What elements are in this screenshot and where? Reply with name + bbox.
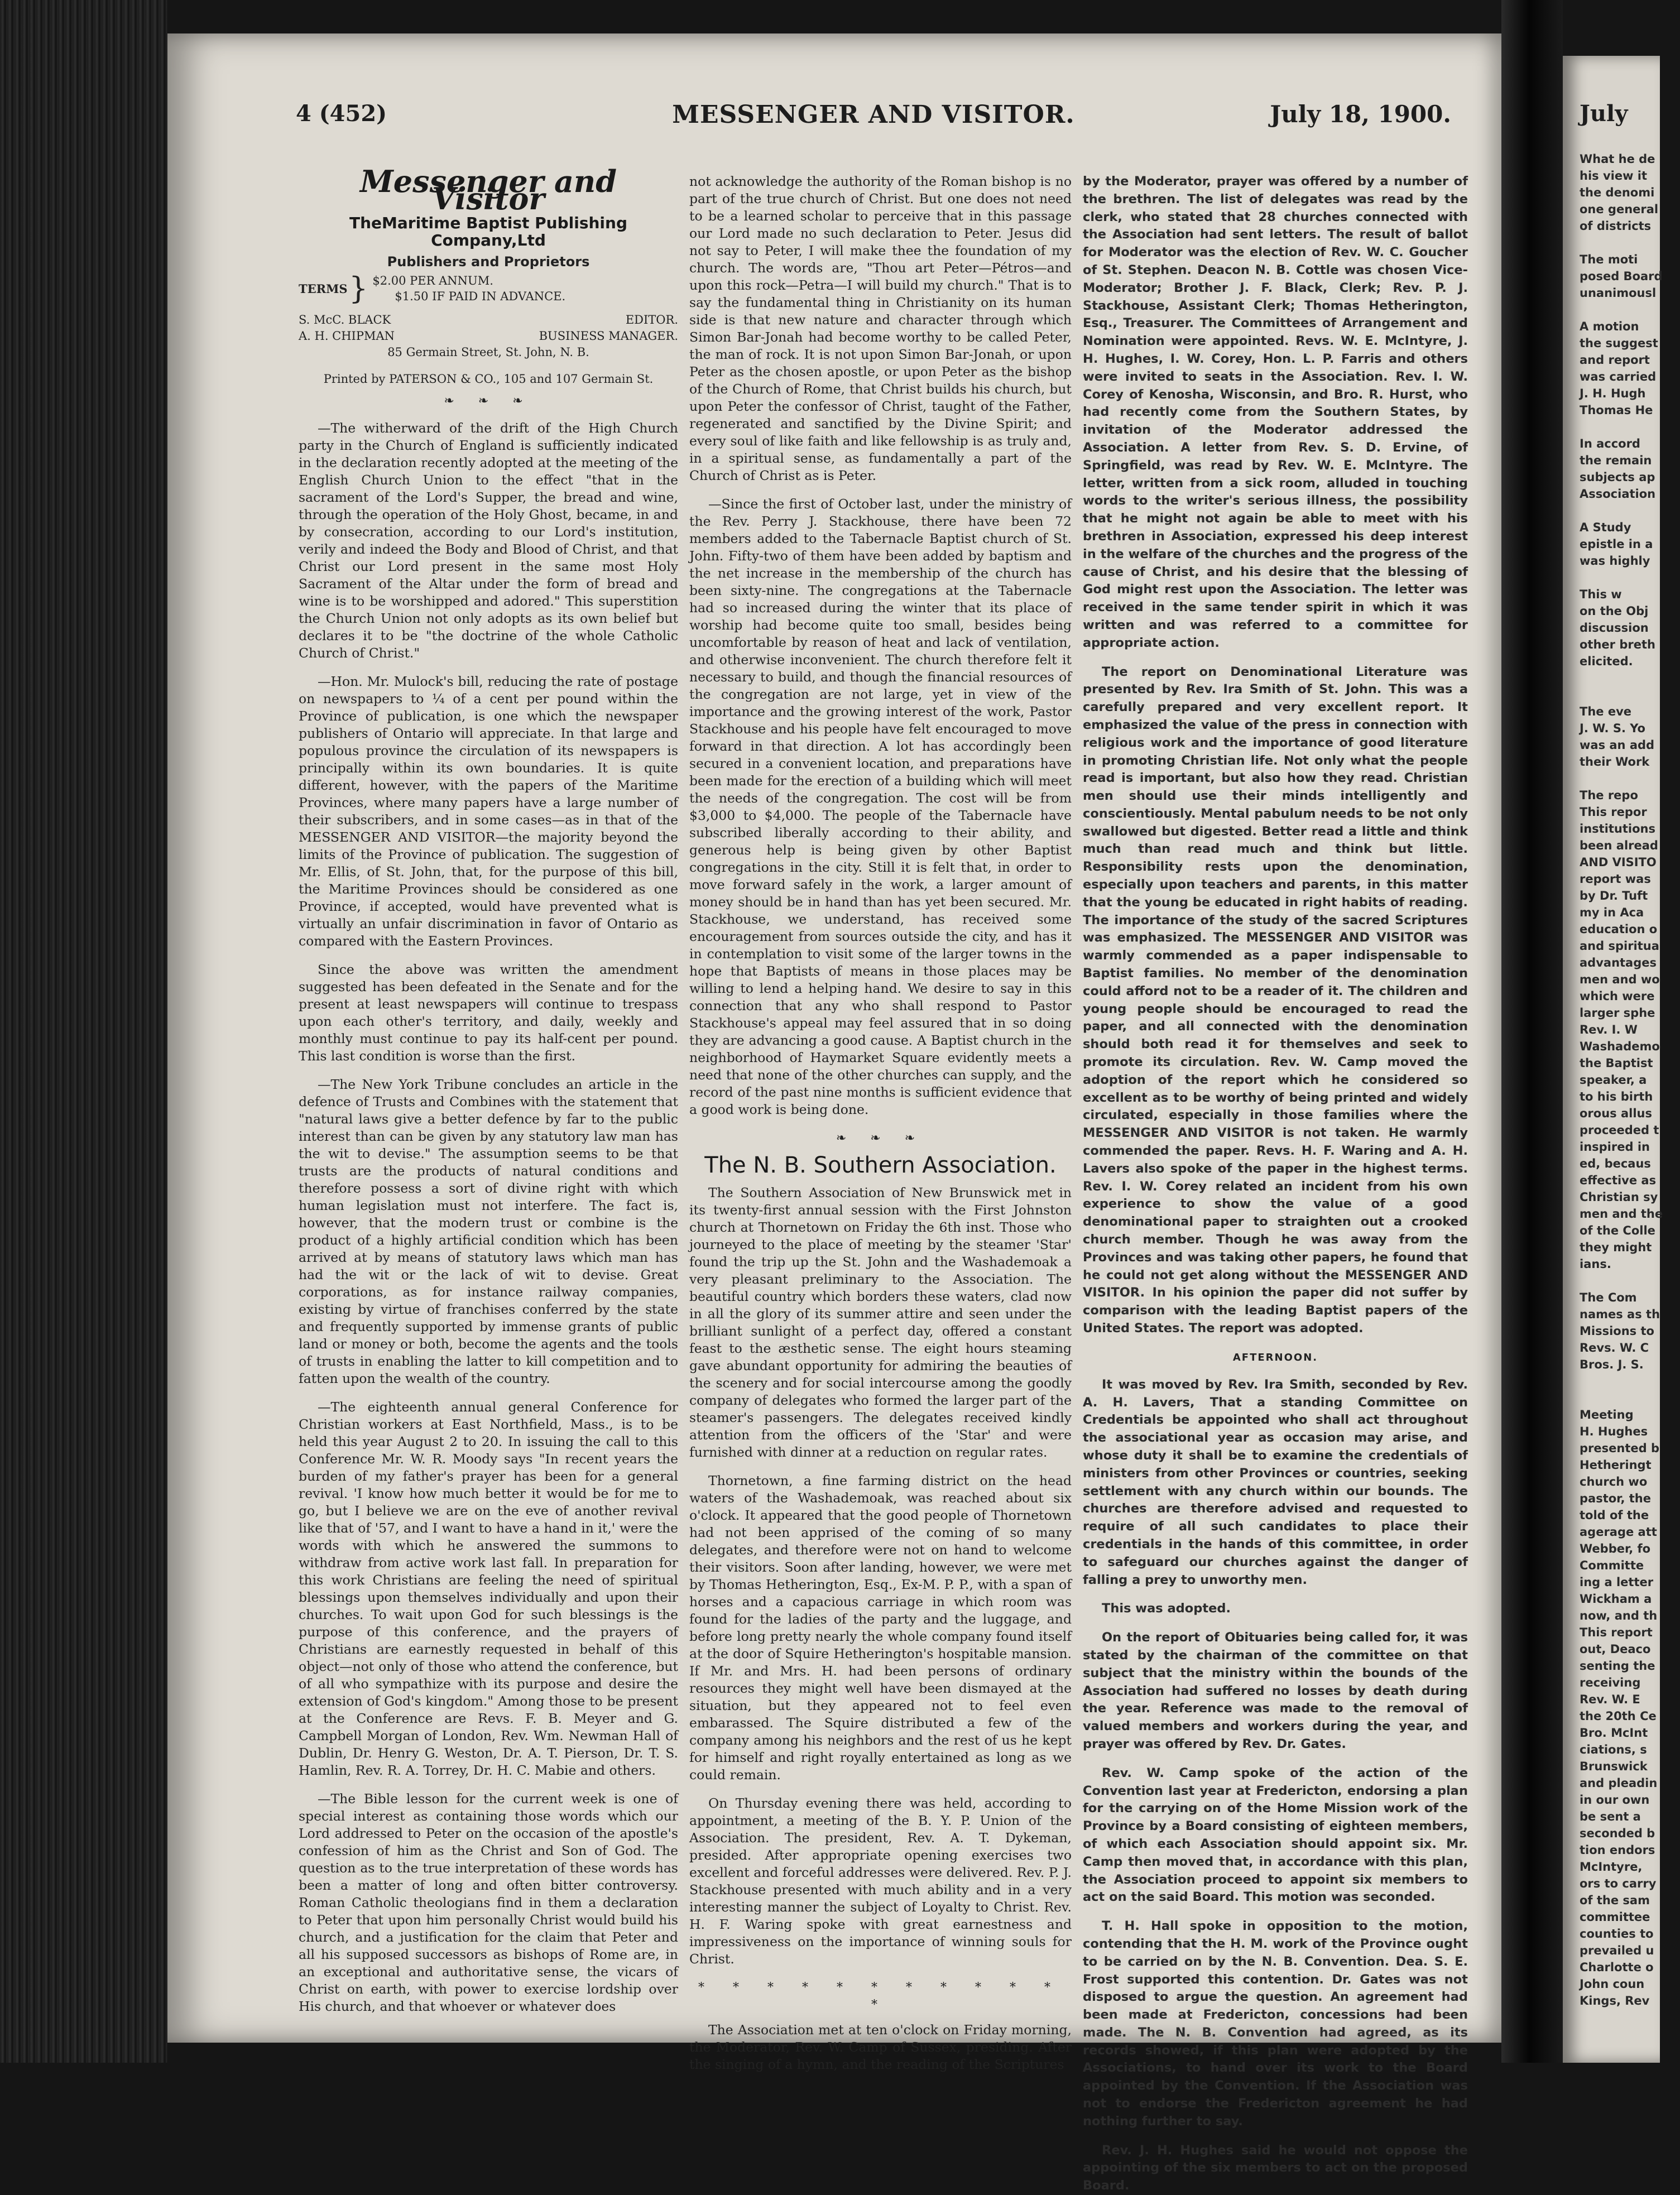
adjacent-page-line: names as th <box>1580 1308 1660 1321</box>
adjacent-page-line: ed, becaus <box>1580 1157 1651 1170</box>
adjacent-page-line: posed Board <box>1580 270 1663 283</box>
article-paragraph: —The eighteenth annual general Conference for Christian workers at East Northfield, Mass., is to be held this year August 2 to 20. In issuing the call to this Conference Mr. W. R. Moody says "In recent years the burden of my father's prayer has been for a general revival. 'I know how much better it would be for me to go, but I believe we are on the eve of another revival like that of '57, and I want to have a hand in it,' were the words with which he answered the summons to withdraw from active work last fall. In preparation for this work Christians are feeling the need of spiritual blessings upon themselves individually and upon their churches. To wait upon God for such blessings is the purpose of this conference, and the prayers of Christians are earnestly requested in behalf of this object—not only of those who attend the conference, but of all who sympathize with its purpose and desire the extension of God's kingdom." Among those to be present at the Conference are Revs. F. B. Meyer and G. Campbell Morgan of London, Rev. Wm. Newman Hall of Dublin, Dr. Henry G. Weston, Dr. A. T. Pierson, Dr. T. S. Hamlin, Rev. R. A. Torrey, Dr. H. C. Mabie and others. <box>299 1399 678 1778</box>
afternoon-subheading: AFTERNOON. <box>1232 1351 1318 1363</box>
adjacent-page-line: unanimousl <box>1580 286 1657 300</box>
adjacent-page-line: speaker, a <box>1580 1073 1647 1087</box>
adjacent-page-line: told of the <box>1580 1509 1649 1522</box>
adjacent-page-line: receiving <box>1580 1676 1641 1689</box>
article-paragraph: This was adopted. <box>1102 1601 1231 1616</box>
adjacent-page-line: education o <box>1580 923 1658 936</box>
column-2 <box>689 173 1072 2072</box>
adjacent-page-line: church wo <box>1580 1475 1648 1488</box>
adjacent-page-header: July <box>1580 100 1628 127</box>
terms-label: TERMS <box>299 281 348 296</box>
page-number: 4 (452) <box>296 100 387 127</box>
article-paragraph: not acknowledge the authority of the Roman bishop is no part of the true church of Christ. But one does not need to be a learned scholar to perceive that in this passage our Lord made no such declaration to Peter. Jesus did not say to Peter, I will make thee the foundation of my church. The words are, "Thou art Peter—Pétros—and upon this rock—Petra—I will build my church." That is to say the fundamental thing in Christianity on its human side is that new nature and character through which Simon Bar-Jonah had become worthy to be called Peter, the man of rock. It is not upon Simon Bar-Jonah, or upon Peter as the chosen apostle, or upon Peter as the bishop of the Church of Rome, that Christ builds his church, but upon Peter the confessor of Christ, taught of the Father, regenerated and sanctified by the Divine Spirit; and every soul of like faith and like fellowship is as truly and, in a spiritual sense, as fundamentally a part of the Church of Christ as is Peter. <box>689 174 1072 483</box>
adjacent-page-line: other breth <box>1580 638 1655 651</box>
adjacent-page-line: Meeting <box>1580 1408 1634 1421</box>
adjacent-page-line: J. H. Hugh <box>1580 387 1646 400</box>
article-paragraph: T. H. Hall spoke in opposition to the motion, contending that the H. M. work of the Province ought to be carried on by the N. B. Convention. Dea. S. E. Frost supported this contention. Dr. Gates was not disposed to argue the question. An agreement had been made at Fredericton, concessions had been made. The N. B. Convention had agreed, as its records showed, if this plan were adopted by the Associations, to hand over its work to the Board appointed by the Convention. If the Association was not to endorse the Fredericton agreement he had nothing further to say. <box>1083 1919 1468 2129</box>
adjacent-page-line: their Work <box>1580 755 1650 769</box>
adjacent-page-line <box>1580 770 1680 787</box>
adjacent-page-line: Washademo <box>1580 1040 1660 1053</box>
adjacent-page-line: the Baptist <box>1580 1056 1653 1070</box>
adjacent-page-line: subjects ap <box>1580 470 1655 484</box>
article-paragraph: The Association met at ten o'clock on Friday morning, the Moderator, Rev. W. Camp of Sussex, presiding. After the singing of a hymn, and the reading of the Scriptures <box>689 2022 1072 2072</box>
manager-name: A. H. CHIPMAN <box>299 329 395 343</box>
adjacent-page-line: be sent a <box>1580 1810 1641 1823</box>
adjacent-page-line: larger sphe <box>1580 1006 1655 1020</box>
adjacent-page-line: counties to <box>1580 1927 1654 1941</box>
article-paragraph: —The witherward of the drift of the High Church party in the Church of England is sufficiently indicated in the declaration recently adopted at the meeting of the English Church Union to the effect "that in the sacrament of the Lord's Supper, the bread and wine, through the operation of the Holy Ghost, became, in and by consecration, according to our Lord's institution, verily and indeed the Body and Blood of Christ, and that Christ our Lord present in the same most Holy Sacrament of the Altar under the form of bread and wine is to be worshipped and adored." This superstition the Church Union not only adopts as its own belief but declares it to be "the doctrine of the whole Catholic Church of Christ." <box>299 420 678 661</box>
adjacent-page-line: was highly <box>1580 554 1650 568</box>
article-paragraph: It was moved by Rev. Ira Smith, seconded by Rev. A. H. Lavers, That a standing Committee on Credentials be appointed who shall act throughout the associational year as occasion may arise, and whose duty it shall be to examine the credentials of ministers from other Provinces or countries, seeking settlement with any church within our bounds. The churches are therefore advised and requested to require of all such candidates to place their credentials in the hands of this committee, in order to safeguard our churches against the danger of falling a prey to unworthy men. <box>1083 1377 1468 1587</box>
section-heading: The N. B. Southern Association. <box>704 1152 1057 1178</box>
adjacent-page-line: inspired in <box>1580 1140 1650 1154</box>
article-paragraph: Since the above was written the amendment suggested has been defeated in the Senate and for the present at least newspapers will continue to trespass upon each other's territory, and daily, weekly and monthly must continue to pay its half-cent per pound. This last condition is worse than the first. <box>299 962 678 1064</box>
column-1 <box>299 164 678 2014</box>
adjacent-page-fragment <box>1563 56 1663 2063</box>
adjacent-page-line <box>1580 419 1680 435</box>
adjacent-page-line: ciations, s <box>1580 1743 1647 1756</box>
terms-advance: $1.50 IF PAID IN ADVANCE. <box>395 290 566 303</box>
adjacent-page-line: the denomi <box>1580 186 1655 199</box>
adjacent-page-line: men and wo <box>1580 973 1660 986</box>
article-paragraph: On the report of Obituaries being called for, it was stated by the chairman of the committee on that subject that the ministry within the bounds of the Association had suffered no losses by death during the year. Reference was made to the removal of valued members and workers during the year, and prayer was offered by Rev. Dr. Gates. <box>1083 1630 1468 1751</box>
adjacent-page-line: AND VISITO <box>1580 856 1657 869</box>
adjacent-page-line: H. Hughes <box>1580 1425 1648 1438</box>
adjacent-page-line: Rev. W. E <box>1580 1693 1640 1706</box>
adjacent-page-line: pastor, the <box>1580 1492 1651 1505</box>
article-paragraph: Rev. J. H. Hughes said he would not oppose the appointing of the six members to act on the proposed Board. <box>1083 2143 1468 2193</box>
adjacent-page-line: Revs. W. C <box>1580 1341 1649 1355</box>
adjacent-page-text <box>1580 151 1680 2009</box>
article-paragraph: —Since the first of October last, under the ministry of the Rev. Perry J. Stackhouse, there have been 72 members added to the Tabernacle Baptist church of St. John. Fifty-two of them have been added by baptism and the net increase in the membership of the church has been sixty-nine. The congregations at the Tabernacle had so increased during the winter that its place of worship had become quite too small, besides being uncomfortable by reason of heat and lack of ventilation, and otherwise inconvenient. The church therefore felt it necessary to build, and though the financial resources of the congregation are not large, yet in view of the importance and the growing interest of the work, Pastor Stackhouse and his people have felt encouraged to move forward in that direction. A lot has accordingly been secured in a convenient location, and preparations have been made for the erection of a building which will meet the needs of the congregation. The cost will be from $3,000 to $4,000. The people of the Tabernacle have subscribed liberally according to their ability, and generous help is being given by other Baptist congregations in the city. Still it is felt that, in order to move forward safely in the work, a larger amount of money should be in hand than has yet been secured. Mr. Stackhouse, we understand, has received some encouragement from sources outside the city, and has it in contemplation to visit some of the larger towns in the hope that Baptists of means in those places may be willing to lend a helping hand. We desire to say in this connection that any who shall respond to Pastor Stackhouse's appeal may feel assured that in so doing they are advancing a good cause. A Baptist church in the neighborhood of Haymarket Square evidently meets a need that none of the other churches can supply, and the record of the past nine months is sufficient evidence that a good work is being done. <box>689 496 1072 1117</box>
adjacent-page-line: was carried <box>1580 370 1657 383</box>
manager-role: BUSINESS MANAGER. <box>539 329 678 343</box>
adjacent-page-line: and report <box>1580 353 1650 367</box>
adjacent-page-line: advantages <box>1580 956 1657 969</box>
adjacent-page-line: John coun <box>1580 1977 1645 1991</box>
adjacent-page-line: ors to carry <box>1580 1877 1657 1890</box>
ornament-divider-icon: ❧ ❧ ❧ <box>836 1131 925 1145</box>
adjacent-page-line: proceeded t <box>1580 1123 1659 1137</box>
adjacent-page-line: they might <box>1580 1241 1652 1254</box>
adjacent-page-line: of districts <box>1580 219 1652 233</box>
adjacent-page-line: the 20th Ce <box>1580 1709 1657 1723</box>
adjacent-page-line: the suggest <box>1580 337 1658 350</box>
adjacent-page-line: one general <box>1580 203 1659 216</box>
adjacent-page-line: been alread <box>1580 839 1658 852</box>
article-paragraph: —The New York Tribune concludes an article in the defence of Trusts and Combines with the statement that "natural laws give a better defence by far to the public interest than can be given by any statutory law man has the wit to devise." The assumption seems to be that trusts are the products of natural conditions and therefore possess a sort of divine right with which human legislation must not interfere. The fact is, however, that the modern trust or combine is the product of a highly artificial condition which has been arrived at by means of statutory laws which man has had the wit or the lack of wit to devise. Great corporations, as for instance railway companies, existing by virtue of franchises conferred by the state and frequently supported by immense grants of public land or money or both, become the agents and the tools of trusts in enabling the latter to kill competition and to fatten upon the wealth of the country. <box>299 1077 678 1386</box>
adjacent-page-line: on the Obj <box>1580 604 1649 618</box>
masthead-title: Messenger and Visitor <box>360 164 617 217</box>
adjacent-page-line: in our own <box>1580 1793 1650 1807</box>
adjacent-page-line: This repor <box>1580 805 1647 819</box>
adjacent-page-line <box>1580 569 1680 586</box>
adjacent-page-line: What he de <box>1580 152 1655 166</box>
adjacent-page-line: Thomas He <box>1580 404 1653 417</box>
publisher-company: TheMaritime Baptist Publishing Company,Ltd <box>349 214 627 249</box>
adjacent-page-line: Brunswick <box>1580 1760 1648 1773</box>
asterisk-divider-icon: * * * * * * * * * * * * <box>698 1981 1063 2012</box>
ornament-divider-icon: ❧ ❧ ❧ <box>444 394 533 408</box>
book-binding-edge <box>0 0 167 2063</box>
article-paragraph: —Hon. Mr. Mulock's bill, reducing the rate of postage on newspapers to ¼ of a cent per pound within the Province of publication, is one which the newspaper publishers of Ontario will appreciate. In that large and populous province the circulation of its newspapers is principally within its own boundaries. It is quite different, however, with the papers of the Maritime Provinces, where many papers have a large number of their subscribers, and in some cases—as in that of the MESSENGER AND VISITOR—the majority beyond the limits of the Province of publication. The suggestion of Mr. Ellis, of St. John, that, for the purpose of this bill, the Maritime Provinces should be considered as one Province, if accepted, would have prevented what is virtually an unfair discrimination in favor of Ontario as compared with the Eastern Provinces. <box>299 674 678 949</box>
adjacent-page-line: men and the <box>1580 1207 1663 1221</box>
adjacent-page-line: Bros. J. S. <box>1580 1358 1644 1371</box>
adjacent-page-line: Committe <box>1580 1559 1644 1572</box>
adjacent-page-line: The moti <box>1580 253 1638 266</box>
issue-date: July 18, 1900. <box>1270 100 1451 128</box>
adjacent-page-line: of the Colle <box>1580 1224 1655 1237</box>
adjacent-page-line: Rev. I. W <box>1580 1023 1638 1036</box>
adjacent-page-line: senting the <box>1580 1659 1655 1673</box>
adjacent-page-line: report was <box>1580 872 1651 886</box>
adjacent-page-line <box>1580 234 1680 251</box>
adjacent-page-line <box>1580 670 1680 686</box>
article-paragraph: The Southern Association of New Brunswick met in its twenty-first annual session with the First Johnston church at Thornetown on Friday the 6th inst. Those who journeyed to the place of meeting by the steamer 'Star' found the trip up the St. John and the Washademoak a very pleasant preliminary to the Association. The beautiful country which borders these waters, clad now in all the glory of its summer attire and seen under the brilliant sunlight of a perfect day, offered a constant feast to the æsthetic sense. The eight hours steaming gave abundant opportunity for admiring the beauties of the scenery and for social intercourse among the goodly company of delegates who formed the larger part of the steamer's passengers. The delegates received kindly attention from the officers of the 'Star' and were furnished with dinner at a reduction on regular rates. <box>689 1185 1072 1460</box>
adjacent-page-line: J. W. S. Yo <box>1580 722 1645 735</box>
brace-icon: } <box>349 271 368 306</box>
adjacent-page-line: and spiritua <box>1580 939 1659 953</box>
adjacent-page-line: Webber, fo <box>1580 1542 1651 1555</box>
adjacent-page-line: the remain <box>1580 454 1652 467</box>
adjacent-page-line <box>1580 1373 1680 1390</box>
adjacent-page-line: elicited. <box>1580 655 1633 668</box>
adjacent-page-line <box>1580 1390 1680 1406</box>
adjacent-page-line: committee <box>1580 1910 1650 1924</box>
adjacent-page-line: seconded b <box>1580 1827 1655 1840</box>
adjacent-page-line <box>1580 686 1680 703</box>
adjacent-page-line: agerage att <box>1580 1525 1657 1539</box>
printer-line: Printed by PATERSON & CO., 105 and 107 Germain St. <box>323 372 654 386</box>
adjacent-page-line: The eve <box>1580 705 1632 718</box>
office-address: 85 Germain Street, St. John, N. B. <box>387 345 589 359</box>
adjacent-page-line: discussion <box>1580 621 1649 635</box>
adjacent-page-line: his view it <box>1580 169 1648 182</box>
adjacent-page-line: presented b <box>1580 1442 1659 1455</box>
page-gutter-shadow <box>1501 0 1563 2063</box>
terms-annual: $2.00 PER ANNUM. <box>372 274 493 287</box>
adjacent-page-line: institutions <box>1580 822 1655 835</box>
masthead <box>299 164 678 410</box>
newspaper-page <box>167 33 1501 2193</box>
adjacent-page-line: orous allus <box>1580 1107 1652 1120</box>
column-3 <box>1083 173 1468 2193</box>
article-paragraph: Rev. W. Camp spoke of the action of the Convention last year at Fredericton, endorsing a plan for the carrying on of the Home Mission work of the Province by a Board consisting of eighteen members, of which each Association should appoint six. Mr. Camp then moved that, in accordance with this plan, the Association proceed to appoint six members to act on the said Board. This motion was seconded. <box>1083 1765 1468 1905</box>
adjacent-page-line: which were <box>1580 990 1655 1003</box>
adjacent-page-line: Christian sy <box>1580 1190 1658 1204</box>
adjacent-page-line: to his birth <box>1580 1090 1653 1103</box>
adjacent-page-line: Hetheringt <box>1580 1458 1652 1472</box>
adjacent-page-line: effective as <box>1580 1174 1657 1187</box>
subscription-terms <box>299 273 678 304</box>
adjacent-page-line: Wickham a <box>1580 1592 1652 1606</box>
adjacent-page-line: now, and th <box>1580 1609 1658 1622</box>
staff-list <box>299 312 678 361</box>
editor-role: EDITOR. <box>625 313 678 326</box>
newspaper-title: MESSENGER AND VISITOR. <box>672 100 1075 129</box>
article-paragraph: On Thursday evening there was held, according to appointment, a meeting of the B. Y. P. Union of the Association. The president, Rev. A. T. Dykeman, presided. After appropriate opening exercises two excellent and forceful addresses were delivered. Rev. P. J. Stackhouse presented with much ability and in a very interesting manner the subject of Loyalty to Christ. Rev. H. F. Waring spoke with great earnestness and impressiveness on the importance of winning souls for Christ. <box>689 1795 1072 1967</box>
adjacent-page-line: A motion <box>1580 320 1639 333</box>
adjacent-page-line: Association <box>1580 487 1656 501</box>
adjacent-page-line: ing a letter <box>1580 1576 1654 1589</box>
article-paragraph: —The Bible lesson for the current week is one of special interest as containing those words which our Lord addressed to Peter on the occasion of the apostle's confession of him as the Christ and Son of God. The question as to the true interpretation of these words has been a matter of long and often bitter controversy. Roman Catholic theologians find in them a declaration to Peter that upon him personally Christ would build his church, and a justification for the claim that Peter and all his supposed successors as bishops of Rome are, in an exceptional and authoritative sense, the vicars of Christ on earth, with power to exercise lordship over His church, and that whoever or whatever does <box>299 1791 678 2014</box>
adjacent-page-line: In accord <box>1580 437 1640 450</box>
article-paragraph: by the Moderator, prayer was offered by a number of the brethren. The list of delegates was read by the clerk, who stated that 28 churches connected with the Association had sent letters. The result of ballot for Moderator was the election of Rev. W. C. Goucher of St. Stephen. Deacon N. B. Cottle was chosen Vice-Moderator; Brother J. F. Black, Clerk; Rev. P. J. Stackhouse, Assistant Clerk; Thomas Hetherington, Esq., Treasurer. The Committees of Arrangement and Nomination were appointed. Revs. W. E. McIntyre, J. H. Hughes, I. W. Corey, Hon. L. P. Farris and others were invited to seats in the Association. Rev. I. W. Corey of Kenosha, Wisconsin, and Bro. R. Hurst, who had recently come from the Southern States, by invitation of the Moderator addressed the Association. A letter from Rev. S. D. Ervine, of Springfield, was read by Rev. W. E. McIntyre. The letter, written from a sick room, alluded in touching words to the writer's serious illness, the possibility that he might not again be able to meet with his brethren in Association, expressed his deep interest in the welfare of the churches and the progress of the cause of Christ, and his desire that the blessing of God might rest upon the Association. The letter was received in the same tender spirit in which it was written and was referred to a committee for appropriate action. <box>1083 174 1468 650</box>
editor-name: S. McC. BLACK <box>299 313 391 326</box>
adjacent-page-line: This w <box>1580 588 1622 601</box>
adjacent-page-line: This report <box>1580 1626 1653 1639</box>
adjacent-page-line <box>1580 1272 1680 1289</box>
adjacent-page-line <box>1580 502 1680 519</box>
adjacent-page-line: Missions to <box>1580 1324 1654 1338</box>
publishers-line: Publishers and Proprietors <box>387 254 590 270</box>
page-header <box>296 100 1451 151</box>
adjacent-page-line: The repo <box>1580 789 1638 802</box>
adjacent-page-line: ians. <box>1580 1257 1611 1271</box>
adjacent-page-line: was an add <box>1580 738 1655 752</box>
adjacent-page-line: McIntyre, <box>1580 1860 1643 1874</box>
adjacent-page-line <box>1580 301 1680 318</box>
adjacent-page-line: The Com <box>1580 1291 1637 1304</box>
adjacent-page-line: tion endors <box>1580 1843 1655 1857</box>
adjacent-page-line: Charlotte o <box>1580 1961 1654 1974</box>
adjacent-page-line: my in Aca <box>1580 906 1644 919</box>
adjacent-page-line: by Dr. Tuft <box>1580 889 1648 902</box>
adjacent-page-line: Bro. McInt <box>1580 1726 1648 1740</box>
adjacent-page-line: and pleadin <box>1580 1776 1658 1790</box>
adjacent-page-line: out, Deaco <box>1580 1642 1651 1656</box>
adjacent-page-line: Kings, Rev <box>1580 1994 1650 2007</box>
adjacent-page-line: A Study <box>1580 521 1631 534</box>
article-paragraph: Thornetown, a fine farming district on the head waters of the Washademoak, was reached about six o'clock. It appeared that the good people of Thornetown had not been apprised of the coming of so many delegates, and therefore were not on hand to welcome their visitors. Soon after landing, however, we were met by Thomas Hetherington, Esq., Ex-M. P. P., with a span of horses and a capacious carriage in which room was found for the ladies of the party and the luggage, and before long pretty nearly the whole company found itself at the door of Squire Hetherington's hospitable mansion. If Mr. and Mrs. H. had been persons of ordinary resources they might well have been dismayed at the situation, but they appeared not to feel even embarassed. The Squire distributed a few of the company among his neighbors and the rest of us he kept for himself and right royally entertained as long as we could remain. <box>689 1473 1072 1783</box>
adjacent-page-line: of the sam <box>1580 1894 1650 1907</box>
article-paragraph: The report on Denominational Literature was presented by Rev. Ira Smith of St. John. This was a carefully prepared and very excellent report. It emphasized the value of the press in connection with religious work and the importance of good literature in promoting Christian life. Not only what the people read is important, but also how they read. Christian men should use their minds intelligently and conscientiously. Mental pabulum needs to be not only swallowed but digested. Better read a little and think much than read much and think but little. Responsibility rests upon the denomination, especially upon teachers and parents, in this matter that the young be educated in right habits of reading. The importance of the study of the sacred Scriptures was emphasized. The MESSENGER AND VISITOR was warmly commended as a paper indispensable to Baptist families. No member of the denomination could afford not to be a reader of it. The children and young people should be encouraged to read the paper, and all connected with the denomination should both read it for themselves and seek to promote its circulation. Rev. W. Camp moved the adoption of the report which he considered so excellent as to be worthy of being printed and widely circulated, especially in those families where the MESSENGER AND VISITOR is not taken. He warmly commended the paper. Revs. H. F. Waring and A. H. Lavers also spoke of the paper in the highest terms. Rev. I. W. Corey related an incident from his own experience to show the value of a good denominational paper to straighten out a crooked church member. Though he was away from the Provinces and was taking other papers, he found that he could not get along without the MESSENGER AND VISITOR. In his opinion the paper did not suffer by comparison with the leading Baptist papers of the United States. The report was adopted. <box>1083 664 1468 1336</box>
adjacent-page-line: epistle in a <box>1580 537 1653 551</box>
adjacent-page-line: prevailed u <box>1580 1944 1654 1957</box>
